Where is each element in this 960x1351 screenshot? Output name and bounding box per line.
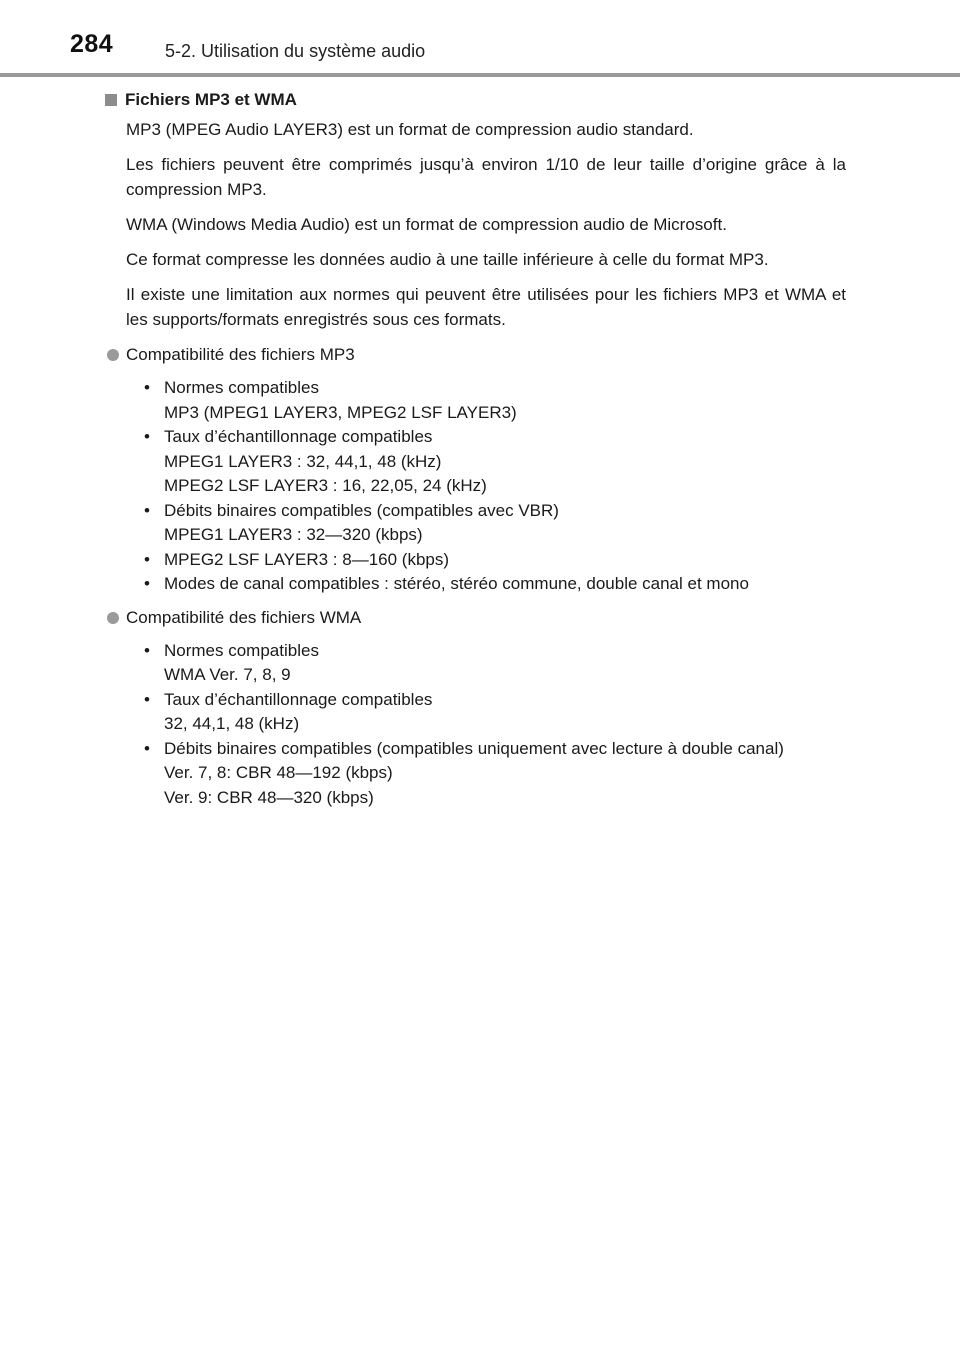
list-item [104,737,846,811]
list-item-text: Taux d’échantillonnage compatibles [164,689,433,709]
list-item-detail: WMA Ver. 7, 8, 9 [164,665,291,684]
subsection-heading-text: Compatibilité des fichiers WMA [126,607,362,627]
list-item-text: Normes compatibles [164,378,319,397]
bullet-icon: • [144,574,150,593]
paragraph-mp3-definition: MP3 (MPEG Audio LAYER3) est un format de compression audio standard. [126,120,694,139]
list-item [104,688,846,737]
subsection-heading-mp3 [104,342,846,368]
list-item [104,639,846,688]
bullet-icon: • [144,549,150,569]
paragraph-limitation: Il existe une limitation aux normes qui peuvent être utilisées pour les fichiers MP3 et WMA et les supports/formats enregistrés sous ces formats. [126,285,846,329]
list-item [104,548,846,573]
list-item-detail: MPEG2 LSF LAYER3 : 16, 22,05, 24 (kHz) [164,476,487,495]
section-heading-text: Fichiers MP3 et WMA [125,90,297,109]
page-number: 284 [70,30,114,58]
header-divider [0,73,960,77]
paragraph-mp3-compression: Les fichiers peuvent être comprimés jusqu’à environ 1/10 de leur taille d’origine grâce à la compression MP3. [126,155,846,199]
bullet-icon: • [144,378,150,397]
list-item-detail: 32, 44,1, 48 (kHz) [164,714,300,733]
paragraph-wma-definition: WMA (Windows Media Audio) est un format de compression audio de Microsoft. [126,215,727,234]
subsection-heading-wma [104,605,846,631]
bullet-icon: • [144,738,150,758]
bullet-icon: • [144,689,150,709]
page-header [0,0,960,80]
paragraph-wma-compression: Ce format compresse les données audio à une taille inférieure à celle du format MP3. [126,250,769,269]
bullet-icon: • [144,427,150,446]
list-item [104,499,846,548]
section-heading [104,87,846,113]
subsection-heading-text: Compatibilité des fichiers MP3 [126,345,355,364]
list-item-detail: MPEG1 LAYER3 : 32, 44,1, 48 (kHz) [164,451,442,471]
mp3-spec-list [104,376,846,597]
list-item-text: Taux d’échantillonnage compatibles [164,427,433,446]
section-title: 5-2. Utilisation du système audio [165,41,426,61]
list-item [104,572,846,597]
list-item-detail: MPEG1 LAYER3 : 32—320 (kbps) [164,525,423,544]
list-item-detail: MP3 (MPEG1 LAYER3, MPEG2 LSF LAYER3) [164,402,517,422]
list-item-text: Débits binaires compatibles (compatibles avec VBR) [164,500,559,520]
circle-bullet-icon [107,612,119,624]
list-item-detail: Ver. 7, 8: CBR 48—192 (kbps) [164,763,393,782]
list-item [104,376,846,425]
wma-spec-list [104,639,846,811]
list-item [104,425,846,499]
list-item-detail: Ver. 9: CBR 48—320 (kbps) [164,787,374,807]
list-item-text: Modes de canal compatibles : stéréo, stéréo commune, double canal et mono [164,574,749,593]
bullet-icon: • [144,500,150,520]
circle-bullet-icon [107,349,119,361]
list-item-text: Débits binaires compatibles (compatibles uniquement avec lecture à double canal) [164,738,784,758]
bullet-icon: • [144,640,150,660]
page-content [104,87,846,818]
list-item-text: MPEG2 LSF LAYER3 : 8—160 (kbps) [164,549,450,569]
list-item-text: Normes compatibles [164,640,319,660]
square-bullet-icon [105,94,117,106]
